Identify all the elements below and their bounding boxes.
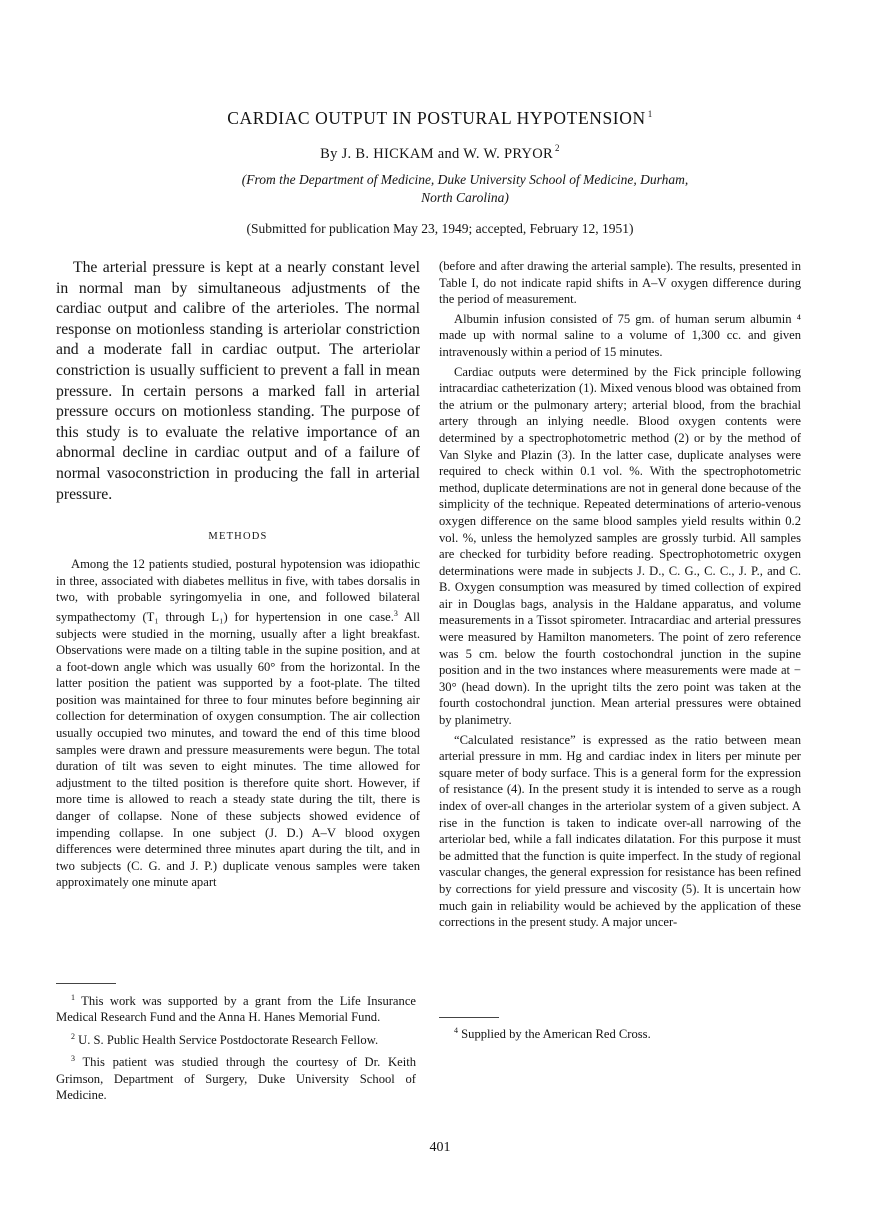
article-title-text: CARDIAC OUTPUT IN POSTURAL HYPOTENSION	[227, 108, 646, 128]
body-paragraph: Cardiac outputs were determined by the Fick principle following intracardiac catheterization (1). Mixed venous blood was obtained from the atrium or the pulmonary artery; arterial blood, from the brachial artery through an inlying needle. Blood oxygen contents were determined by a spectrophotometric method (2) or by the method of Van Slyke and Plazin (3). In the latter case, duplicate analyses were required to check within 0.1 vol. %. With the spectrophotometric method, duplicate determinations are not in general done because of the simplicity of the technique. Repeated determinations of arterio-venous oxygen difference on the same blood samples yield results within 0.2 vol. %, unless the hemolyzed samples are grossly turbid. All samples are checked for turbidity before reading. Spectrophotometric oxygen determinations were made in subjects J. D., C. G., C. C., J. P., and C. B. Oxygen consumption was measured by timed collection of expired air in Douglas bags, analysis in the Haldane apparatus, and volume measurements in a Tissot spirometer. Intracardiac and arterial pressures were measured by Hamilton manometers. The point of zero reference was 5 cm. below the fourth costochondral junction in the supine position and in the two instances where measurements were made at − 30° (head down). In the upright tilts the zero point was taken at the fourth costochondral junction. Mean arterial pressures were obtained by planimetry.	[439, 364, 801, 728]
footnote	[56, 990, 416, 1026]
footnote-text: This patient was studied through the courtesy of Dr. Keith Grimson, Department of Surgery, Duke University School of Medicine.	[56, 1055, 416, 1103]
footnote-mark: 1	[71, 993, 75, 1002]
authors-line	[0, 143, 880, 163]
lead-paragraph: The arterial pressure is kept at a nearly constant level in normal man by simultaneous adjustments of the cardiac output and calibre of the arterioles. The normal response on motionless standing is arteriolar constriction and a moderate fall in cardiac output. The arteriolar constriction is usually sufficient to prevent a fall in mean pressure. In certain persons a marked fall in arterial pressure occurs on motionless standing. The purpose of this study is to evaluate the relative importance of an abnormal decline in cardiac output and of a failure of normal vasoconstriction in producing the fall in arterial pressure.	[56, 259, 420, 503]
affiliation: (From the Department of Medicine, Duke University School of Medicine, Durham, North Carolina)	[241, 172, 689, 205]
footnote	[56, 1029, 416, 1048]
footnote-rule-left	[56, 983, 116, 984]
footnote	[439, 1023, 801, 1042]
title-footnote-mark: 1	[647, 109, 653, 119]
footnote-text: Supplied by the American Red Cross.	[458, 1027, 651, 1041]
body-paragraph: “Calculated resistance” is expressed as the ratio between mean arterial pressure in mm. Hg and cardiac index in liters per minute per square meter of body surface. This is a general form for the expression of resistance (4). In the present study it is intended to serve as a rough index of over-all changes in the arteriolar system of a given subject. A rise in the function is taken to indicate over-all narrowing of the arteriolar bed, while a fall indicates dilatation. For this purpose it must be admitted that the function is quite imperfect. In the study of regional vascular changes, the general expression for resistance has been refined by corrections for yield pressure and viscosity (5). It is uncertain how much gain in reliability would be achieved by the application of these corrections in the present study. A major uncer-	[439, 732, 801, 930]
methods-footnote-mark: 3	[393, 608, 398, 618]
footnote-mark: 4	[454, 1026, 458, 1035]
submission-dates: (Submitted for publication May 23, 1949; accepted, February 12, 1951)	[246, 221, 634, 236]
footnote-text: U. S. Public Health Service Postdoctorate Research Fellow.	[75, 1032, 379, 1047]
right-column	[439, 258, 801, 934]
left-column	[56, 258, 420, 891]
footnote-mark: 3	[71, 1054, 75, 1064]
author-footnote-mark: 2	[555, 143, 560, 153]
footnote	[56, 1051, 416, 1103]
footnote-mark: 2	[71, 1031, 75, 1041]
page-number: 401	[429, 1140, 451, 1155]
footnote-rule-right	[439, 1017, 499, 1018]
footnote-right	[439, 1023, 801, 1045]
methods-heading: METHODS	[208, 531, 268, 543]
body-paragraph: Albumin infusion consisted of 75 gm. of human serum albumin ⁴ made up with normal saline to a volume of 1,300 cc. and given intravenously within a period of 15 minutes.	[439, 311, 801, 359]
footnotes-left	[56, 990, 416, 1106]
methods-paragraph	[56, 556, 420, 891]
authors-text: By J. B. HICKAM and W. W. PRYOR	[320, 146, 554, 162]
footnote-text: This work was supported by a grant from the Life Insurance Medical Research Fund and the Anna H. Hanes Memorial Fund.	[56, 994, 416, 1025]
article-title	[0, 108, 880, 129]
body-paragraph: (before and after drawing the arterial sample). The results, presented in Table I, do not indicate rapid shifts in A–V oxygen difference during the period of measurement.	[439, 259, 801, 307]
methods-text-part-1: Among the 12 patients studied, postural hypotension was idiopathic in three, associated with diabetes mellitus in five, with tabes dorsalis in two, with probable syringomyelia in one, and followed bilateral sympathectomy (T₁ through L₁) for hypertension in one case.	[56, 557, 420, 624]
methods-text-part-2: All subjects were studied in the morning, usually after a light breakfast. Observations were made on a tilting table in the supine position, and at a foot-down angle which was usually 60° from the horizontal. In the latter position the patient was supported by a foot-plate. The tilted position was maintained for three to four minutes before beginning air collection for determination of oxygen consumption. The air collection usually occupied two minutes, and toward the end of this time blood samples were drawn and pressure measurements were begun. The total duration of tilt was seven to eight minutes. The time allowed for adjustment to the tilted position is therefore quite short. However, if more time is allowed to reach a steady state during the tilt, there is danger of collapse. None of these subjects showed evidence of impending collapse. In one subject (J. D.) A–V blood oxygen differences were determined three minutes apart during the tilt, and in two subjects (C. G. and J. P.) duplicate venous samples were taken approximately one minute apart	[56, 609, 421, 890]
